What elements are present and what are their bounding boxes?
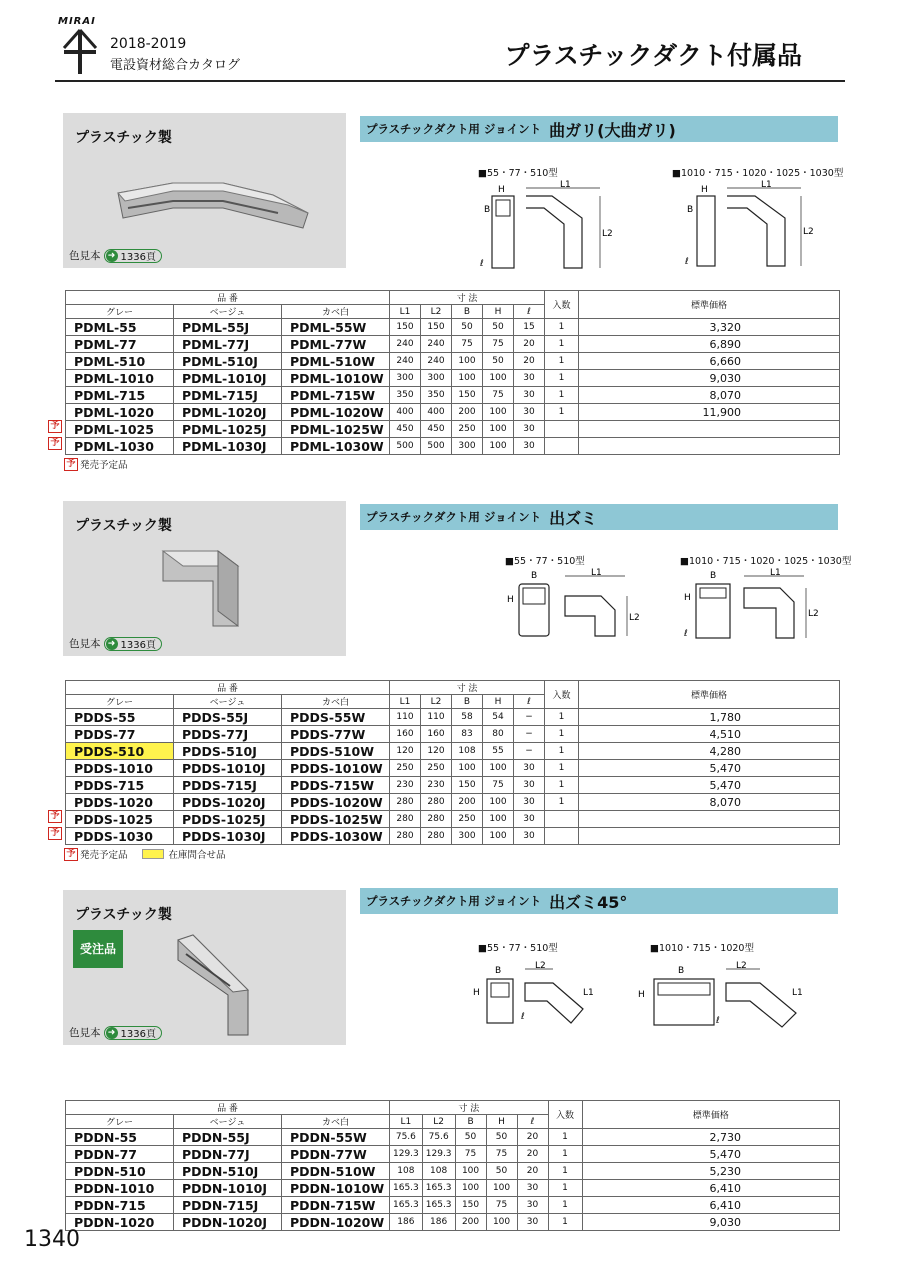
svg-text:L2: L2 <box>736 961 747 971</box>
svg-text:B: B <box>687 205 694 215</box>
color-sample-ref: 色見本 ➜ 1336頁 <box>69 636 162 651</box>
product-photo-curve <box>63 113 346 268</box>
legend: 予 発売予定品 在庫問合せ品 <box>64 847 226 861</box>
page-number: 1340 <box>24 1227 80 1252</box>
section-title-bar: プラスチックダクト用 ジョイント 出ズミ45° <box>360 888 838 914</box>
product-photo-outer-corner-45 <box>63 890 346 1045</box>
table-row: PDML-1010 PDML-1010J PDML-1010W 300 300 100 100 30 1 9,030 <box>66 370 840 387</box>
product-photo-outer-corner <box>63 501 346 656</box>
outer-corner-image <box>158 541 258 631</box>
arrow-right-icon: ➜ <box>106 638 118 650</box>
outer-corner-diagram-b <box>672 566 822 646</box>
svg-text:H: H <box>701 185 708 195</box>
curve-diagram-a <box>470 180 620 280</box>
diagram-label-b: ■1010・715・1020・1025・1030型 <box>672 168 844 179</box>
ref-page-link[interactable]: ➜ 1336頁 <box>104 637 162 651</box>
table-row: PDML-1020 PDML-1020J PDML-1020W 400 400 200 100 30 1 11,900 <box>66 404 840 421</box>
table-row: PDDN-55 PDDN-55J PDDN-55W 75.6 75.6 50 50 20 1 2,730 <box>66 1129 840 1146</box>
svg-text:L1: L1 <box>591 568 602 578</box>
svg-text:B: B <box>531 571 538 581</box>
table-row: PDML-55 PDML-55J PDML-55W 150 150 50 50 15 1 3,320 <box>66 319 840 336</box>
svg-text:H: H <box>507 595 514 605</box>
table-row: PDDS-1030 PDDS-1030J PDDS-1030W 280 280 300 100 30 <box>66 828 840 845</box>
ref-page-link[interactable]: ➜ 1336頁 <box>104 1026 162 1040</box>
color-sample-ref: 色見本 ➜ 1336頁 <box>69 1025 162 1040</box>
table-row: PDML-77 PDML-77J PDML-77W 240 240 75 75 20 1 6,890 <box>66 336 840 353</box>
svg-text:L1: L1 <box>583 988 594 998</box>
svg-text:L1: L1 <box>761 180 772 190</box>
svg-text:L2: L2 <box>629 613 640 623</box>
diagram-label-b: ■1010・715・1020・1025・1030型 <box>680 556 852 567</box>
table-row: PDML-510 PDML-510J PDML-510W 240 240 100 50 20 1 6,660 <box>66 353 840 370</box>
table-row: PDDN-510 PDDN-510J PDDN-510W 108 108 100 50 20 1 5,230 <box>66 1163 840 1180</box>
svg-text:L2: L2 <box>803 227 814 237</box>
diagram-label-a: ■55・77・510型 <box>478 943 558 954</box>
svg-text:B: B <box>484 205 491 215</box>
table-row: PDDS-510 PDDS-510J PDDS-510W 120 120 108 55 − 1 4,280 <box>66 743 840 760</box>
made-to-order-badge: 受注品 <box>73 930 123 968</box>
stock-inquiry-cell: PDDS-510 <box>66 743 174 760</box>
svg-text:ℓ: ℓ <box>684 629 688 639</box>
planned-mark: 予 <box>48 437 62 450</box>
svg-text:L1: L1 <box>792 988 803 998</box>
svg-text:ℓ: ℓ <box>716 1016 720 1026</box>
table-row: PDDS-55 PDDS-55J PDDS-55W 110 110 58 54 − 1 1,780 <box>66 709 840 726</box>
material-label: プラスチック製 <box>75 907 172 923</box>
material-label: プラスチック製 <box>75 130 172 146</box>
svg-text:B: B <box>678 966 685 976</box>
outer-corner-45-image <box>158 930 268 1040</box>
spec-table: 品 番 寸 法 入数 標準価格 グレー ベージュ カベ白 L1 L2 B H ℓ PDML-55 PDML-55J PDML-55W 150 150 50 50 15 1 3,320 PDML-77 PDML-77J PDML-77W 240 240 75 75 20 1 6,890 PDML-510 PDML-510J PDML-510W 240 240 100 50 20 1 6,660 PDML-1010 PDML-1010J PDML-1010W 300 300 100 100 30 1 9,030 PDML-715 PDML-715J PDML-715W 350 350 150 75 30 1 8,070 PDML-1020 PDML-1020J PDML-1020W 400 400 200 100 30 1 11,900 PDML-1025 PDML-1025J PDML-1025W 450 450 250 100 30 PDML-1030 PDML-1030J PDML-1030W 500 500 300 100 30 <box>65 290 840 455</box>
catalog-title: 電設資材総合カタログ <box>110 58 241 73</box>
curve-joint-image <box>113 163 313 243</box>
table-row: PDDN-715 PDDN-715J PDDN-715W 165.3 165.3 150 75 30 1 6,410 <box>66 1197 840 1214</box>
svg-text:H: H <box>638 990 645 1000</box>
svg-text:H: H <box>473 988 480 998</box>
ref-page-link[interactable]: ➜ 1336頁 <box>104 249 162 263</box>
section-title-bar: プラスチックダクト用 ジョイント 出ズミ <box>360 504 838 530</box>
outer-corner-45-diagram-b <box>620 955 820 1030</box>
planned-mark: 予 <box>48 420 62 433</box>
svg-text:B: B <box>495 966 502 976</box>
table-row: PDDS-77 PDDS-77J PDDS-77W 160 160 83 80 − 1 4,510 <box>66 726 840 743</box>
table-row: PDML-1025 PDML-1025J PDML-1025W 450 450 250 100 30 <box>66 421 840 438</box>
svg-text:ℓ: ℓ <box>480 259 484 269</box>
diagram-label-a: ■55・77・510型 <box>505 556 585 567</box>
legend: 予 発売予定品 <box>64 457 128 471</box>
outer-corner-45-diagram-a <box>465 955 615 1030</box>
section-title-bar: プラスチックダクト用 ジョイント 曲ガリ(大曲ガリ) <box>360 116 838 142</box>
planned-mark: 予 <box>48 810 62 823</box>
table-row: PDML-1030 PDML-1030J PDML-1030W 500 500 300 100 30 <box>66 438 840 455</box>
spec-table: 品 番 寸 法 入数 標準価格 グレー ベージュ カベ白 L1 L2 B H ℓ PDDS-55 PDDS-55J PDDS-55W 110 110 58 54 − 1 1,780 PDDS-77 PDDS-77J PDDS-77W 160 160 83 80 − 1 4,510 PDDS-510 PDDS-510J PDDS-510W 120 120 108 55 − 1 4,280 PDDS-1010 PDDS-1010J PDDS-1010W 250 250 100 100 30 1 5,470 PDDS-715 PDDS-715J PDDS-715W 230 230 150 75 30 1 5,470 PDDS-1020 PDDS-1020J PDDS-1020W 280 280 200 100 30 1 8,070 PDDS-1025 PDDS-1025J PDDS-1025W 280 280 250 100 30 PDDS-1030 PDDS-1030J PDDS-1030W 280 280 300 100 30 <box>65 680 840 845</box>
header-divider <box>55 80 845 82</box>
table-row: PDDN-1010 PDDN-1010J PDDN-1010W 165.3 165.3 100 100 30 1 6,410 <box>66 1180 840 1197</box>
svg-text:H: H <box>498 185 505 195</box>
svg-text:L2: L2 <box>602 229 613 239</box>
curve-diagram-b <box>675 180 825 280</box>
svg-text:H: H <box>684 593 691 603</box>
diagram-label-a: ■55・77・510型 <box>478 168 558 179</box>
mirai-logo-icon <box>60 28 100 76</box>
table-row: PDDS-715 PDDS-715J PDDS-715W 230 230 150 75 30 1 5,470 <box>66 777 840 794</box>
diagram-label-b: ■1010・715・1020型 <box>650 943 754 954</box>
arrow-right-icon: ➜ <box>106 1027 118 1039</box>
table-row: PDDN-1020 PDDN-1020J PDDN-1020W 186 186 200 100 30 1 9,030 <box>66 1214 840 1231</box>
planned-mark: 予 <box>48 827 62 840</box>
svg-text:ℓ: ℓ <box>521 1012 525 1022</box>
table-row: PDDS-1010 PDDS-1010J PDDS-1010W 250 250 100 100 30 1 5,470 <box>66 760 840 777</box>
page-title: プラスチックダクト付属品 <box>504 41 802 70</box>
page-header <box>0 0 900 90</box>
svg-text:L1: L1 <box>560 180 571 190</box>
table-row: PDML-715 PDML-715J PDML-715W 350 350 150 75 30 1 8,070 <box>66 387 840 404</box>
svg-text:L2: L2 <box>808 609 819 619</box>
svg-text:L1: L1 <box>770 568 781 578</box>
color-sample-ref: 色見本 ➜ 1336頁 <box>69 248 162 263</box>
material-label: プラスチック製 <box>75 518 172 534</box>
table-row: PDDS-1020 PDDS-1020J PDDS-1020W 280 280 200 100 30 1 8,070 <box>66 794 840 811</box>
svg-text:L2: L2 <box>535 961 546 971</box>
arrow-right-icon: ➜ <box>106 250 118 262</box>
svg-text:ℓ: ℓ <box>685 257 689 267</box>
outer-corner-diagram-a <box>495 566 645 646</box>
table-row: PDDS-1025 PDDS-1025J PDDS-1025W 280 280 250 100 30 <box>66 811 840 828</box>
mirai-logo: MIRAI <box>58 16 102 78</box>
svg-text:B: B <box>710 571 717 581</box>
catalog-year: 2018-2019 <box>110 36 187 52</box>
spec-table: 品 番 寸 法 入数 標準価格 グレー ベージュ カベ白 L1 L2 B H ℓ PDDN-55 PDDN-55J PDDN-55W 75.6 75.6 50 50 20 1 2,730 PDDN-77 PDDN-77J PDDN-77W 129.3 129.3 75 75 20 1 5,470 PDDN-510 PDDN-510J PDDN-510W 108 108 100 50 20 1 5,230 PDDN-1010 PDDN-1010J PDDN-1010W 165.3 165.3 100 100 30 1 6,410 PDDN-715 PDDN-715J PDDN-715W 165.3 165.3 150 75 30 1 6,410 PDDN-1020 PDDN-1020J PDDN-1020W 186 186 200 100 30 1 9,030 <box>65 1100 840 1231</box>
table-row: PDDN-77 PDDN-77J PDDN-77W 129.3 129.3 75 75 20 1 5,470 <box>66 1146 840 1163</box>
stock-inquiry-swatch <box>142 849 164 859</box>
